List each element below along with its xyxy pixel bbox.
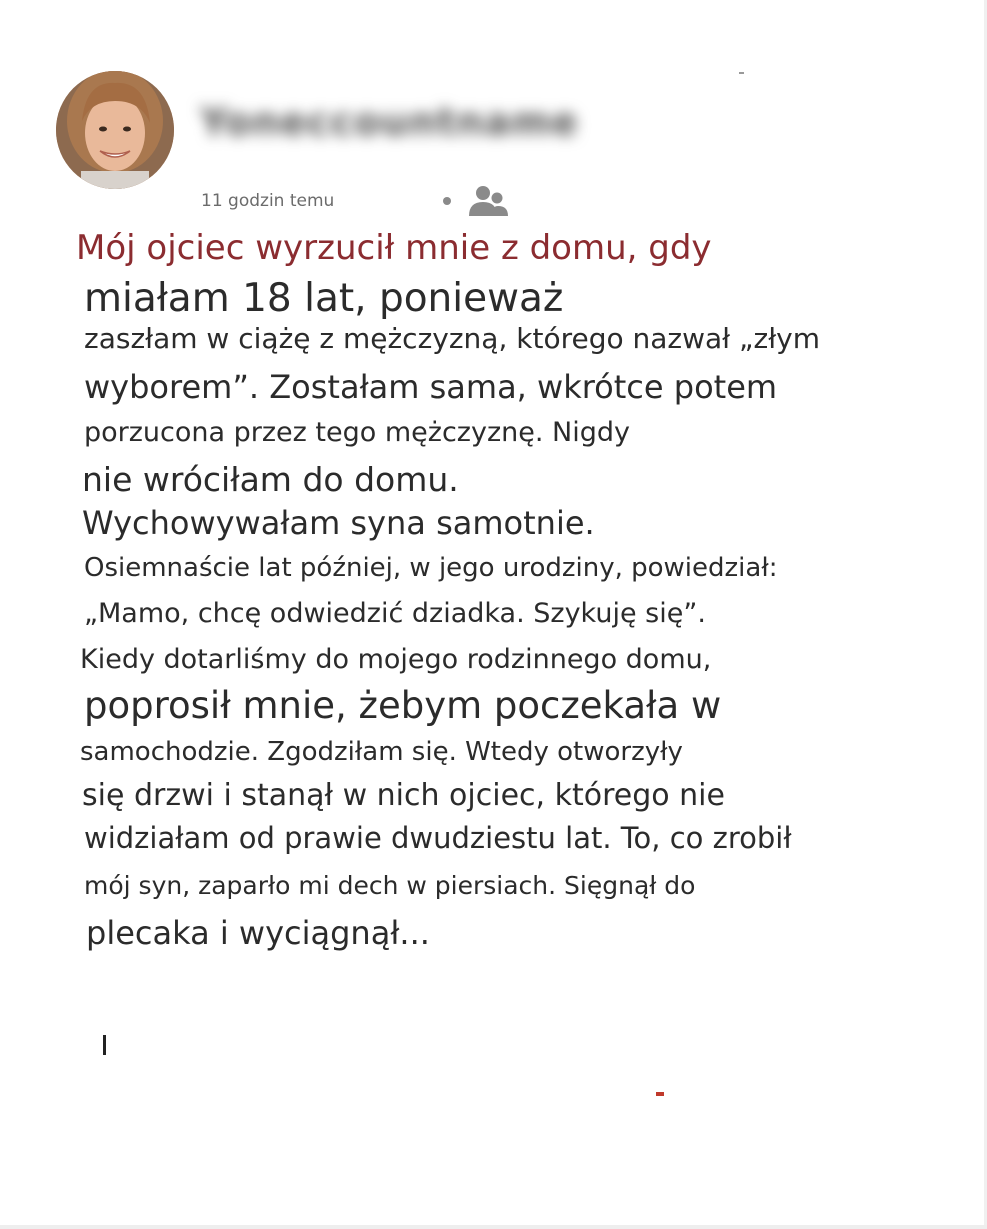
scan-artifact: [656, 1092, 664, 1096]
post-text-line: „Mamo, chcę odwiedzić dziadka. Szykuję się”.: [84, 598, 706, 629]
post-text-line: Wychowywałam syna samotnie.: [82, 504, 595, 542]
post-text-line: mój syn, zaparło mi dech w piersiach. Sięgnął do: [84, 871, 696, 900]
author-name[interactable]: Yoneccountname: [200, 100, 579, 144]
post-text-line: Osiemnaście lat później, w jego urodziny, powiedział:: [84, 553, 778, 583]
scan-artifact: [739, 72, 744, 74]
post-text-line: Kiedy dotarliśmy do mojego rodzinnego domu,: [80, 644, 712, 675]
post-timestamp[interactable]: 11 godzin temu: [201, 191, 335, 211]
post-text-line: zaszłam w ciążę z mężczyzną, którego nazwał „złym: [84, 322, 821, 355]
page-edge-bottom: [0, 1225, 987, 1229]
post-text-line: nie wróciłam do domu.: [82, 460, 459, 499]
post-text-line: miałam 18 lat, ponieważ: [84, 276, 564, 321]
separator-dot: [443, 197, 451, 205]
friends-icon[interactable]: [466, 184, 510, 222]
post-text-line: wyborem”. Zostałam sama, wkrótce potem: [84, 368, 778, 406]
scan-artifact: [103, 1035, 106, 1055]
post-text-line: plecaka i wyciągnął...: [86, 914, 430, 952]
post-text-line: porzucona przez tego mężczyznę. Nigdy: [84, 417, 630, 448]
post-text-line: samochodzie. Zgodziłam się. Wtedy otworzyły: [80, 737, 683, 767]
avatar-image: [56, 71, 174, 189]
post-text-line: się drzwi i stanął w nich ojciec, którego nie: [82, 778, 725, 813]
avatar[interactable]: [56, 71, 174, 189]
post-headline: Mój ojciec wyrzucił mnie z domu, gdy: [76, 228, 712, 268]
post-text-line: widziałam od prawie dwudziestu lat. To, co zrobił: [84, 821, 792, 855]
post-text-line: poprosił mnie, żebym poczekała w: [84, 684, 722, 727]
